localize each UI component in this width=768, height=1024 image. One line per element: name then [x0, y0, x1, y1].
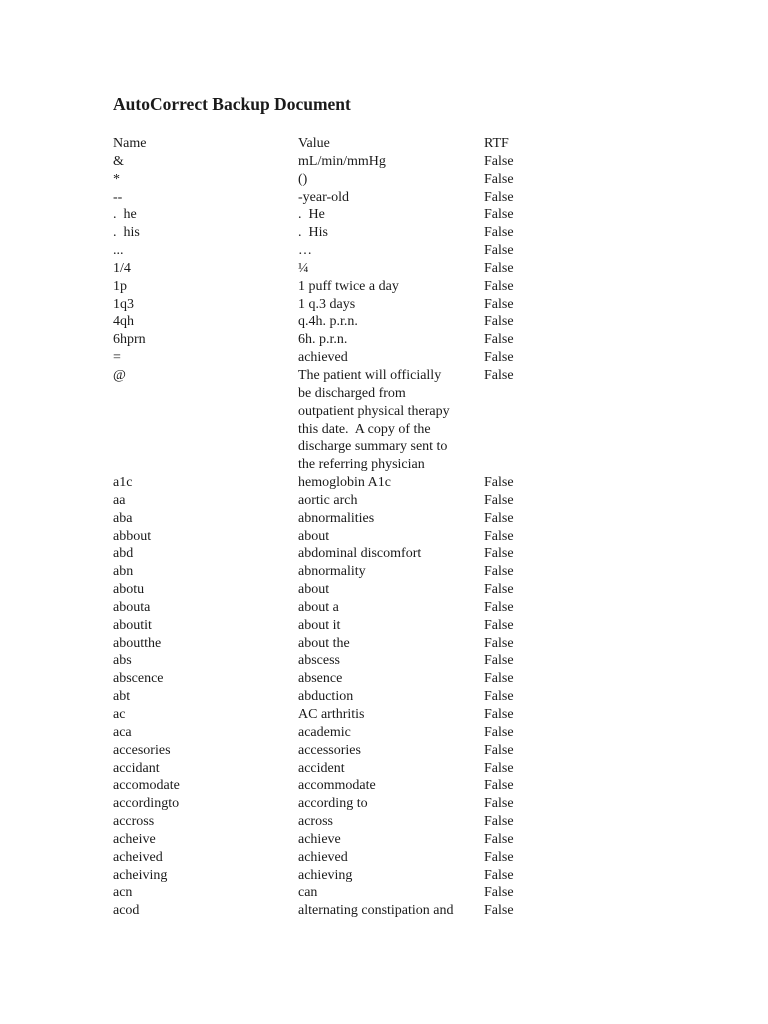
entry-value-line: this date. A copy of the: [298, 421, 431, 437]
entry-rtf: False: [484, 760, 514, 776]
entry-name: aboutthe: [113, 635, 162, 651]
entry-rtf: False: [484, 564, 514, 580]
table-row: [113, 688, 544, 706]
entry-value-line: (): [298, 171, 308, 187]
entry-rtf: False: [484, 260, 514, 276]
entry-value-line: 1 puff twice a day: [298, 278, 399, 294]
entry-name: acheived: [113, 849, 163, 865]
entry-rtf: False: [484, 528, 514, 544]
table-row: [113, 849, 544, 867]
entry-rtf: False: [484, 367, 514, 383]
entry-value-line: can: [298, 885, 318, 901]
entry-value-line: ¼: [298, 260, 309, 276]
entry-value-line: achieve: [298, 831, 341, 847]
document-title: AutoCorrect Backup Document: [113, 94, 351, 114]
autocorrect-table: [113, 135, 544, 920]
entry-rtf: False: [484, 885, 514, 901]
entry-value-line: . His: [298, 225, 328, 241]
entry-value: [298, 278, 484, 296]
entry-rtf: False: [484, 350, 514, 366]
table-row: [113, 545, 544, 563]
table-row: [113, 867, 544, 885]
entry-rtf: False: [484, 207, 514, 223]
entry-name: abbout: [113, 528, 152, 544]
entry-rtf: False: [484, 831, 514, 847]
entry-value: [298, 492, 484, 510]
entry-name: accordingto: [113, 796, 180, 812]
entry-value: [298, 260, 484, 278]
table-row: [113, 171, 544, 189]
entry-rtf: False: [484, 653, 514, 669]
table-row: [113, 884, 544, 902]
table-row: [113, 706, 544, 724]
entry-value: [298, 867, 484, 885]
entry-rtf: False: [484, 510, 514, 526]
entry-name: acheive: [113, 831, 156, 847]
entry-name: abn: [113, 564, 134, 580]
entry-name: accesories: [113, 742, 171, 758]
entry-value: [298, 242, 484, 260]
entry-value-line: AC arthritis: [298, 707, 365, 722]
entry-value: [298, 724, 484, 742]
entry-value: [298, 902, 484, 920]
entry-rtf: False: [484, 814, 514, 830]
entry-rtf: False: [484, 903, 514, 919]
entry-value-line: about the: [298, 635, 350, 651]
entry-value-line: abscess: [298, 653, 340, 669]
entry-value-line: abnormalities: [298, 510, 375, 526]
table-row: [113, 795, 544, 813]
table-row: [113, 724, 544, 742]
entry-rtf: False: [484, 778, 514, 794]
entry-name: 1p: [113, 278, 127, 294]
entry-rtf: False: [484, 849, 514, 865]
entry-value-line: accident: [298, 760, 345, 776]
entry-value: [298, 206, 484, 224]
entry-rtf: False: [484, 724, 514, 740]
table-row: [113, 367, 544, 474]
entry-value-line: the referring physician: [298, 457, 425, 473]
entry-name: acheiving: [113, 867, 168, 883]
entry-name: abouta: [113, 599, 151, 615]
table-row: [113, 528, 544, 546]
entry-rtf: False: [484, 707, 514, 722]
entry-name: 1q3: [113, 296, 134, 312]
entry-value-line: be discharged from: [298, 385, 406, 401]
entry-rtf: False: [484, 867, 514, 883]
entry-value-line: achieved: [298, 350, 348, 366]
entry-value-line: absence: [298, 671, 343, 687]
entry-name: aba: [113, 510, 133, 526]
entry-value-line: accessories: [298, 742, 361, 758]
entry-rtf: False: [484, 617, 514, 633]
entry-value: [298, 652, 484, 670]
entry-rtf: False: [484, 153, 514, 169]
table-row: [113, 224, 544, 242]
entry-rtf: False: [484, 189, 514, 205]
entry-value-line: …: [298, 243, 312, 259]
entry-value: [298, 617, 484, 635]
table-row: [113, 474, 544, 492]
entry-value: [298, 313, 484, 331]
entry-value: [298, 777, 484, 795]
entry-name: abotu: [113, 582, 145, 598]
table-row: [113, 777, 544, 795]
entry-rtf: False: [484, 742, 514, 758]
entry-value: [298, 349, 484, 367]
entry-name: accross: [113, 814, 155, 830]
entry-name: =: [113, 350, 121, 366]
table-row: [113, 635, 544, 653]
entry-name: @: [113, 367, 126, 383]
entry-name: &: [113, 153, 124, 169]
table-row: [113, 492, 544, 510]
entry-value-line: mL/min/mmHg: [298, 153, 386, 169]
entry-value: [298, 760, 484, 778]
entry-name: abt: [113, 689, 131, 705]
entry-value: [298, 795, 484, 813]
entry-value-line: aortic arch: [298, 492, 358, 508]
entry-value: [298, 153, 484, 171]
entry-value: [298, 545, 484, 563]
entry-value: [298, 599, 484, 617]
entry-value: [298, 563, 484, 581]
entry-value: [298, 581, 484, 599]
entry-value: [298, 296, 484, 314]
table-row: [113, 313, 544, 331]
entry-value-line: achieving: [298, 867, 353, 883]
entry-value: [298, 831, 484, 849]
entry-rtf: False: [484, 171, 514, 187]
table-row: [113, 831, 544, 849]
table-row: [113, 153, 544, 171]
table-row: [113, 599, 544, 617]
entry-value-line: achieved: [298, 849, 348, 865]
table-row: [113, 260, 544, 278]
column-header-name: Name: [113, 136, 147, 151]
entry-rtf: False: [484, 314, 514, 330]
table-row: [113, 331, 544, 349]
entry-value: [298, 884, 484, 902]
entry-rtf: False: [484, 332, 514, 348]
table-row: [113, 902, 544, 920]
entry-value: [298, 635, 484, 653]
entry-value-line: . He: [298, 207, 325, 223]
entry-value: [298, 849, 484, 867]
entry-name: acod: [113, 903, 140, 919]
entry-rtf: False: [484, 582, 514, 598]
table-row: [113, 581, 544, 599]
entry-rtf: False: [484, 671, 514, 687]
table-row: [113, 670, 544, 688]
entry-value: [298, 171, 484, 189]
table-row: [113, 563, 544, 581]
entry-name: *: [113, 171, 120, 187]
table-row: [113, 742, 544, 760]
entry-value: [298, 706, 484, 724]
entry-value-line: alternating constipation and: [298, 903, 454, 919]
entry-name: acn: [113, 885, 133, 901]
entry-value-line: about: [298, 528, 330, 544]
entry-value-line: 1 q.3 days: [298, 296, 356, 312]
entry-name: aa: [113, 492, 126, 508]
entry-rtf: False: [484, 599, 514, 615]
entry-rtf: False: [484, 492, 514, 508]
entry-value: [298, 474, 484, 492]
entry-name: aboutit: [113, 617, 152, 633]
entry-name: . he: [113, 207, 137, 223]
table-header-row: [113, 135, 544, 153]
entry-value: [298, 670, 484, 688]
table-row: [113, 242, 544, 260]
entry-value-line: about: [298, 582, 330, 598]
entry-value: [298, 742, 484, 760]
entry-name: 6hprn: [113, 332, 146, 348]
entry-name: aca: [113, 724, 132, 740]
entry-name: --: [113, 189, 123, 205]
entry-rtf: False: [484, 296, 514, 312]
entry-value-line: abduction: [298, 689, 354, 705]
entry-value-line: 6h. p.r.n.: [298, 332, 348, 348]
entry-name: accomodate: [113, 778, 180, 794]
entry-value-line: outpatient physical therapy: [298, 403, 450, 419]
entry-value-line: abnormality: [298, 564, 366, 580]
entry-value: [298, 189, 484, 207]
entry-name: . his: [113, 225, 140, 241]
table-row: [113, 296, 544, 314]
entry-value-line: about a: [298, 599, 339, 615]
entry-value-line: about it: [298, 617, 341, 633]
entry-rtf: False: [484, 635, 514, 651]
column-header-rtf: RTF: [484, 136, 509, 151]
entry-value: [298, 813, 484, 831]
entry-rtf: False: [484, 243, 514, 259]
entry-value-line: discharge summary sent to: [298, 439, 448, 455]
entry-value-line: hemoglobin A1c: [298, 475, 391, 491]
table-row: [113, 278, 544, 296]
table-body: [113, 153, 544, 920]
entry-rtf: False: [484, 796, 514, 812]
entry-name: abs: [113, 653, 132, 669]
entry-name: accidant: [113, 760, 160, 776]
table-row: [113, 813, 544, 831]
entry-value-line: academic: [298, 724, 351, 740]
table-row: [113, 617, 544, 635]
column-header-value: Value: [298, 136, 330, 151]
entry-name: a1c: [113, 475, 133, 491]
table-row: [113, 349, 544, 367]
entry-value-line: -year-old: [298, 189, 350, 205]
entry-value-line: across: [298, 814, 333, 830]
entry-value: [298, 688, 484, 706]
entry-rtf: False: [484, 689, 514, 705]
entry-value-line: The patient will officially: [298, 367, 442, 383]
entry-value: [298, 224, 484, 242]
table-row: [113, 206, 544, 224]
entry-name: ...: [113, 243, 124, 259]
table-row: [113, 652, 544, 670]
entry-name: 4qh: [113, 314, 134, 330]
entry-value-line: accommodate: [298, 778, 376, 794]
entry-value-line: abdominal discomfort: [298, 546, 422, 562]
entry-value: [298, 331, 484, 349]
table-row: [113, 189, 544, 207]
entry-rtf: False: [484, 278, 514, 294]
entry-name: ac: [113, 707, 126, 722]
entry-rtf: False: [484, 225, 514, 241]
table-row: [113, 510, 544, 528]
entry-name: abscence: [113, 671, 164, 687]
table-row: [113, 760, 544, 778]
entry-value-line: according to: [298, 796, 368, 812]
entry-value: [298, 510, 484, 528]
entry-value: [298, 367, 484, 474]
entry-name: 1/4: [113, 260, 131, 276]
entry-value-line: q.4h. p.r.n.: [298, 314, 358, 330]
entry-rtf: False: [484, 546, 514, 562]
entry-rtf: False: [484, 475, 514, 491]
entry-name: abd: [113, 546, 134, 562]
entry-value: [298, 528, 484, 546]
